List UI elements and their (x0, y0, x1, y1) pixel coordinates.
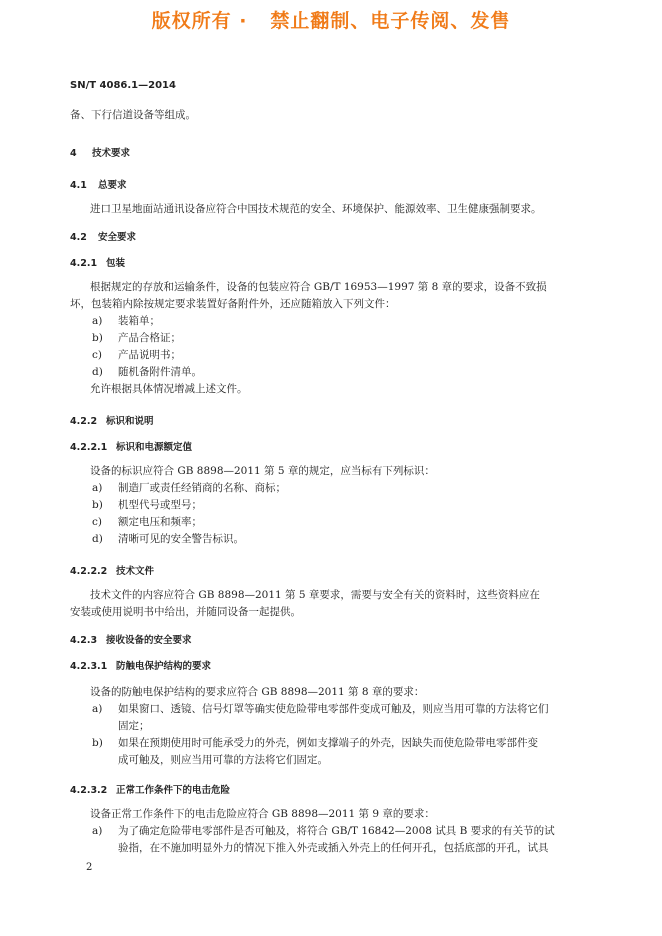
heading-number: 4.2.3.1 (70, 661, 108, 672)
heading-title: 标识和电源额定值 (116, 442, 193, 453)
heading-4-2-2-2 (70, 563, 585, 580)
text-line: 根据规定的存放和运输条件，设备的包装应符合 GB/T 16953—1997 第 8 章的要求，设备不致损 (90, 281, 547, 293)
heading-4-2-3-2 (70, 782, 585, 799)
heading-title: 正常工作条件下的电击危险 (116, 785, 231, 796)
heading-number: 4.2 (70, 232, 87, 243)
heading-4-2-3-1 (70, 658, 585, 675)
heading-4-2 (70, 229, 585, 246)
list-text: 产品合格证； (118, 332, 181, 344)
heading-4-2-2 (70, 413, 585, 430)
list-marker: c) (92, 349, 102, 361)
paragraph: 进口卫星地面站通讯设备应符合中国技术规范的安全、环境保护、能源效率、卫生健康强制要求。 (90, 203, 542, 215)
heading-4-2-2-1 (70, 439, 585, 456)
list-marker: a) (92, 315, 103, 327)
list-item (70, 497, 585, 514)
heading-number: 4.2.2.2 (70, 566, 108, 577)
list-item-continuation: 验指，在不施加明显外力的情况下推入外壳或插入外壳上的任何开孔，包括底部的开孔，试具 (118, 842, 549, 854)
text-line: 允许根据具体情况增减上述文件。 (90, 383, 248, 395)
list-marker: b) (92, 737, 103, 749)
list-item-continuation: 成可触及，则应当用可靠的方法将它们固定。 (118, 754, 328, 766)
paragraph-block (70, 684, 585, 769)
list-item (70, 364, 585, 381)
list-item (70, 480, 585, 497)
list-item (70, 313, 585, 330)
list-item (70, 330, 585, 347)
list-text: 产品说明书； (118, 349, 181, 361)
list-text: 额定电压和频率； (118, 516, 202, 528)
heading-title: 安全要求 (98, 232, 137, 243)
paragraph-block (70, 806, 585, 857)
text-line: 设备正常工作条件下的电击危险应符合 GB 8898—2011 第 9 章的要求： (90, 808, 435, 820)
text-line: 设备的防触电保护结构的要求应符合 GB 8898—2011 第 8 章的要求： (90, 686, 425, 698)
paragraph-block (70, 587, 585, 621)
list-item (70, 514, 585, 531)
heading-title: 总要求 (98, 180, 127, 191)
list-item (70, 735, 585, 752)
list-marker: a) (92, 482, 103, 494)
list-marker: a) (92, 703, 103, 715)
list-text: 随机备附件清单。 (118, 366, 202, 378)
heading-4-1 (70, 177, 585, 194)
heading-number: 4.2.2 (70, 416, 98, 427)
list-item-continuation: 固定； (118, 720, 150, 732)
list-text: 清晰可见的安全警告标识。 (118, 533, 244, 545)
list-text: 为了确定危险带电零部件是否可触及，将符合 GB/T 16842—2008 试具 B 要求的有关节的试 (118, 825, 555, 837)
paragraph-block (70, 279, 585, 398)
list-text: 如果窗口、透镜、信号灯罩等确实使危险带电零部件变成可触及，则应当用可靠的方法将它们 (118, 703, 549, 715)
text-line: 设备的标识应符合 GB 8898—2011 第 5 章的规定，应当标有下列标识： (90, 465, 435, 477)
text-line: 坏，包装箱内除按规定要求装置好备附件外，还应随箱放入下列文件： (70, 298, 396, 310)
heading-4-2-3 (70, 632, 585, 649)
list-text: 制造厂或责任经销商的名称、商标； (118, 482, 286, 494)
heading-number: 4.2.1 (70, 258, 98, 269)
heading-number: 4.2.2.1 (70, 442, 108, 453)
list-marker: a) (92, 825, 103, 837)
page-number: 2 (86, 862, 93, 873)
heading-title: 技术要求 (92, 148, 131, 159)
watermark: 版权所有 · 禁止翻制、电子传阅、发售 (151, 10, 511, 32)
standard-number: SN/T 4086.1—2014 (70, 80, 176, 91)
list-item (70, 347, 585, 364)
list-marker: c) (92, 516, 102, 528)
text-line: 备、下行信道设备等组成。 (70, 109, 196, 121)
list-item (70, 823, 585, 840)
heading-number: 4.2.3 (70, 635, 98, 646)
heading-title: 包装 (106, 258, 126, 269)
list-marker: b) (92, 332, 103, 344)
list-marker: b) (92, 499, 103, 511)
heading-title: 技术文件 (116, 566, 155, 577)
text-line: 安装或使用说明书中给出，并随同设备一起提供。 (70, 606, 301, 618)
heading-number: 4.2.3.2 (70, 785, 108, 796)
list-marker: d) (92, 366, 103, 378)
text-line: 技术文件的内容应符合 GB 8898—2011 第 5 章要求，需要与安全有关的资料时，这些资料应在 (90, 589, 540, 601)
heading-title: 接收设备的安全要求 (106, 635, 192, 646)
list-text: 机型代号或型号； (118, 499, 202, 511)
list-item (70, 531, 585, 548)
heading-4 (70, 145, 585, 162)
heading-number: 4.1 (70, 180, 87, 191)
heading-title: 防触电保护结构的要求 (116, 661, 212, 672)
paragraph-block (70, 463, 585, 548)
heading-number: 4 (70, 148, 77, 159)
list-item (70, 701, 585, 718)
list-marker: d) (92, 533, 103, 545)
heading-4-2-1 (70, 255, 585, 272)
list-text: 如果在预期使用时可能承受力的外壳，例如支撑端子的外壳，因缺失而使危险带电零部件变 (118, 737, 538, 749)
list-text: 装箱单； (118, 315, 160, 327)
heading-title: 标识和说明 (106, 416, 154, 427)
